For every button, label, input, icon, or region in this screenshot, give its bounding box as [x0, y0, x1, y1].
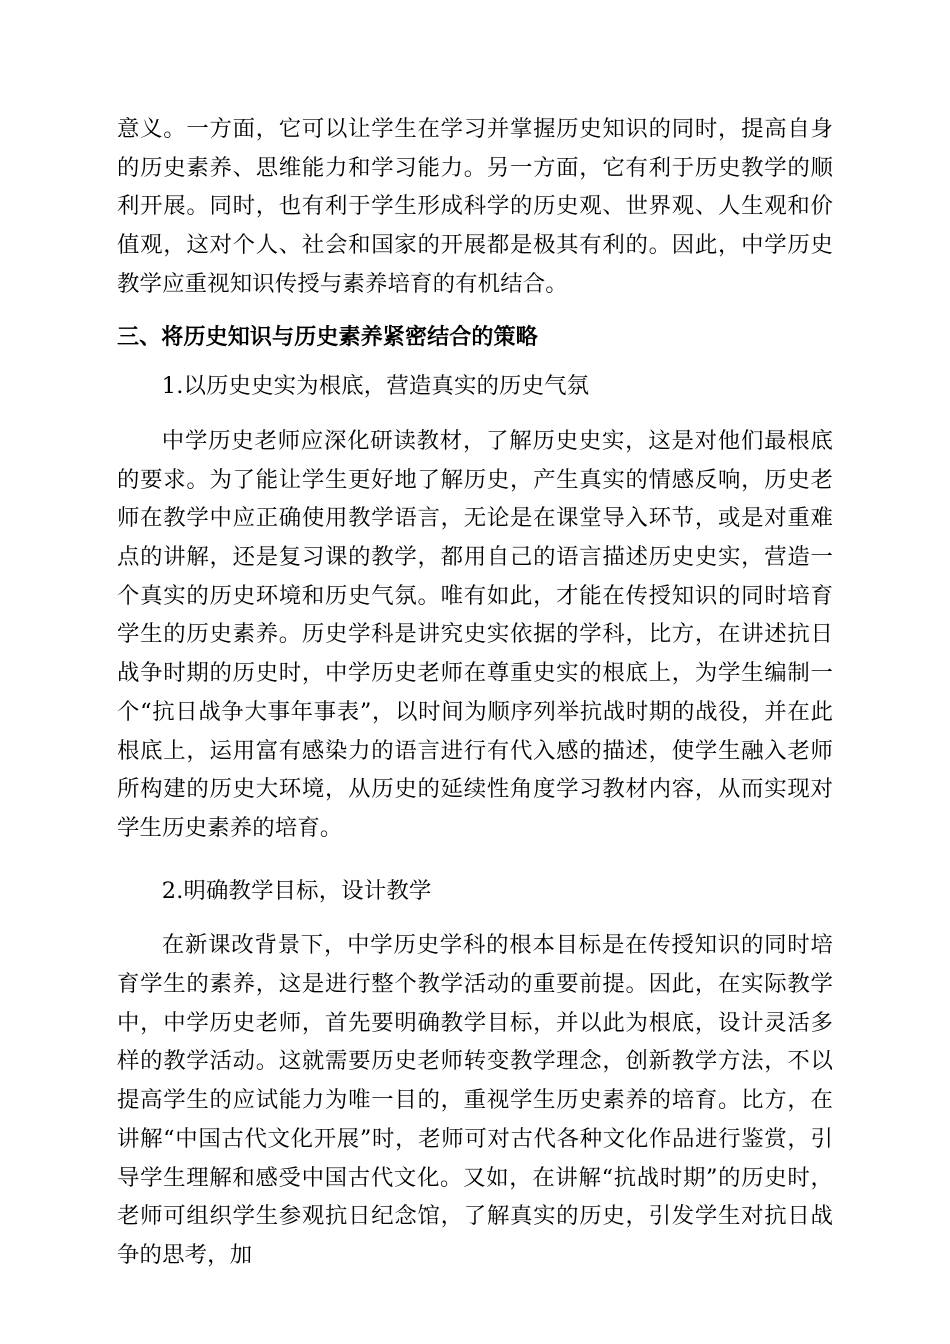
document-body — [117, 110, 833, 1275]
subheading-2: 2.明确教学目标，设计教学 — [161, 877, 432, 904]
section-heading: 三、将历史知识与历史素养紧密结合的策略 — [117, 324, 538, 350]
subheading-1: 1.以历史史实为根底，营造真实的历史气氛 — [161, 373, 590, 400]
paragraph-continuation: 意义。一方面，它可以让学生在学习并掌握历史知识的同时，提高自身的历史素养、思维能力和学习能力。另一方面，它有利于历史教学的顺利开展。同时，也有利于学生形成科学的历史观、世界观、人生观和价值观，这对个人、社会和国家的开展都是极其有利的。因此，中学历史教学应重视知识传授与素养培育的有机结合。 — [117, 116, 833, 297]
paragraph-history-facts: 中学历史老师应深化研读教材，了解历史史实，这是对他们最根底的要求。为了能让学生更好地了解历史，产生真实的情感反响，历史老师在教学中应正确使用教学语言，无论是在课堂导入环节，或是对重难点的讲解，还是复习课的教学，都用自己的语言描述历史史实，营造一个真实的历史环境和历史气氛。唯有如此，才能在传授知识的同时培育学生的历史素养。历史学科是讲究史实依据的学科，比方，在讲述抗日战争时期的历史时，中学历史老师在尊重史实的根底上，为学生编制一个“抗日战争大事年事表”，以时间为顺序列举抗战时期的战役，并在此根底上，运用富有感染力的语言进行有代入感的描述，使学生融入老师所构建的历史大环境，从历史的延续性角度学习教材内容，从而实现对学生历史素养的培育。 — [117, 427, 833, 841]
paragraph-teaching-goals: 在新课改背景下，中学历史学科的根本目标是在传授知识的同时培育学生的素养，这是进行整个教学活动的重要前提。因此，在实际教学中，中学历史老师，首先要明确教学目标，并以此为根底，设计灵活多样的教学活动。这就需要历史老师转变教学理念，创新教学方法，不以提高学生的应试能力为唯一目的，重视学生历史素养的培育。比方，在讲解“中国古代文化开展”时，老师可对古代各种文化作品进行鉴赏，引导学生理解和感受中国古代文化。又如，在讲解“抗战时期”的历史时，老师可组织学生参观抗日纪念馆，了解真实的历史，引发学生对抗日战争的思考，加 — [117, 932, 833, 1268]
